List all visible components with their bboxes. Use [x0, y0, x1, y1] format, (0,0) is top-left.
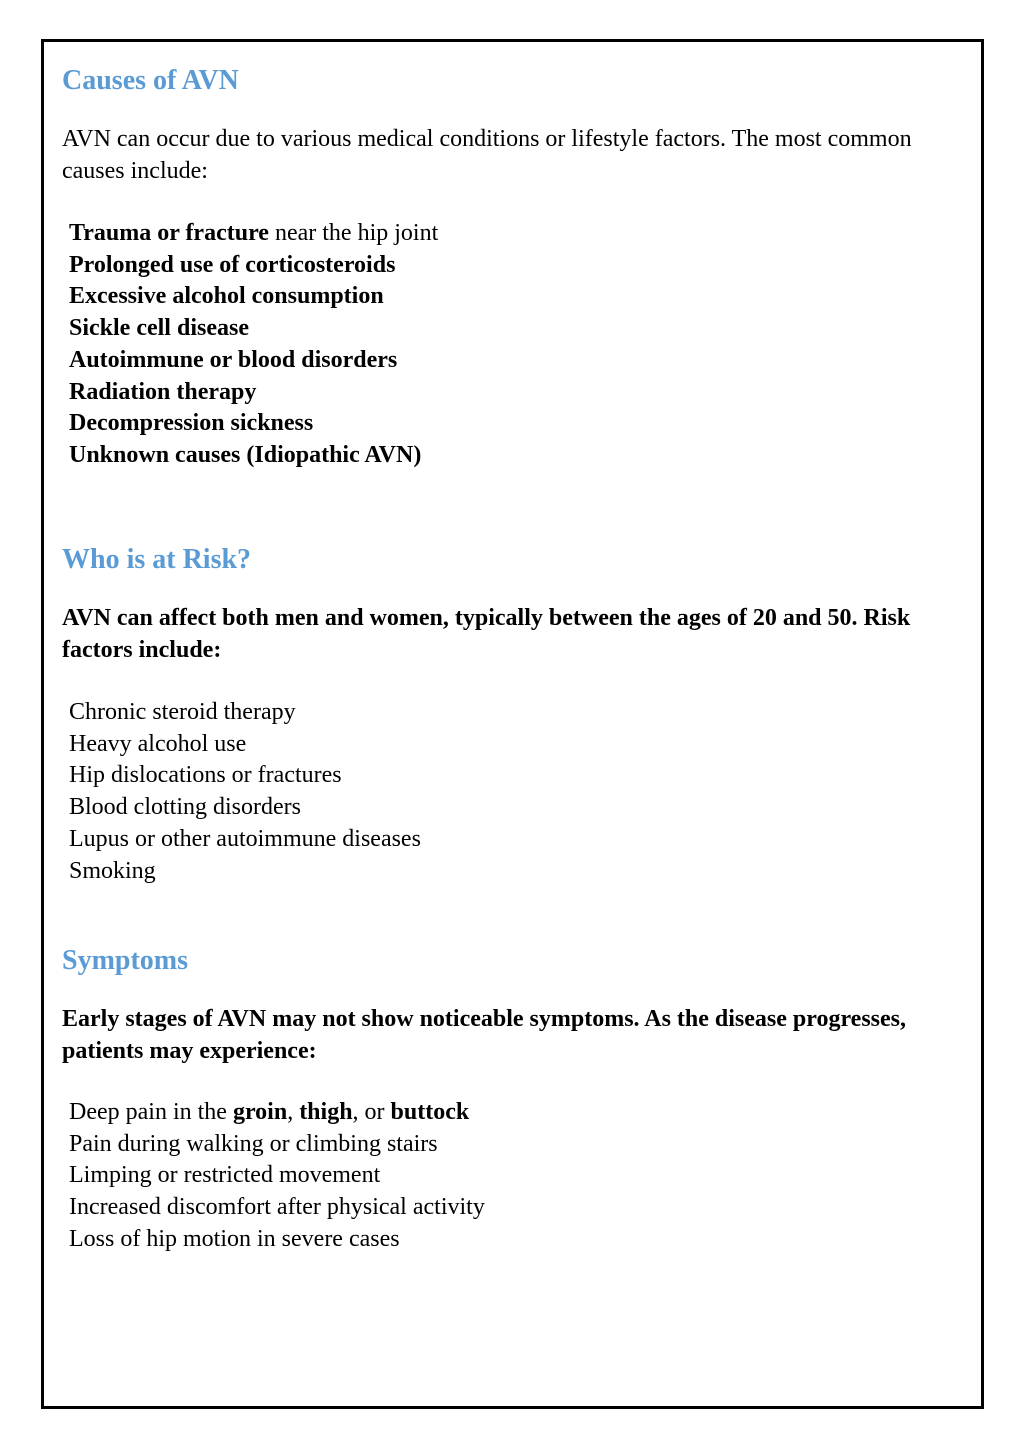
list-item: Increased discomfort after physical activity	[69, 1194, 485, 1221]
causes-intro: AVN can occur due to various medical conditions or lifestyle factors. The most common causes include:	[62, 126, 912, 184]
list-item: Heavy alcohol use	[69, 730, 247, 757]
list-item: Pain during walking or climbing stairs	[69, 1130, 438, 1157]
list-item: Lupus or other autoimmune diseases	[69, 825, 421, 852]
list-item: Sickle cell disease	[69, 315, 249, 342]
list-item: Unknown causes (Idiopathic AVN)	[69, 441, 422, 468]
list-item: Chronic steroid therapy	[69, 699, 296, 725]
causes-heading: Causes of AVN	[62, 65, 239, 96]
risk-intro: AVN can affect both men and women, typically between the ages of 20 and 50. Risk factors include:	[62, 605, 911, 663]
symptoms-list	[69, 1097, 485, 1256]
list-item: Excessive alcohol consumption	[69, 283, 384, 310]
list-item: Deep pain in the groin, thigh, or buttock	[69, 1099, 470, 1125]
list-item: Blood clotting disorders	[69, 794, 301, 821]
list-item: Limping or restricted movement	[69, 1162, 381, 1189]
list-item: Hip dislocations or fractures	[69, 762, 342, 789]
list-item: Decompression sickness	[69, 410, 314, 437]
list-item: Prolonged use of corticosteroids	[69, 251, 396, 278]
list-item: Loss of hip motion in severe cases	[69, 1225, 400, 1252]
symptoms-intro: Early stages of AVN may not show noticeable symptoms. As the disease progresses, patients may experience:	[62, 1006, 907, 1064]
risk-list	[69, 697, 421, 887]
symptoms-heading: Symptoms	[62, 945, 189, 976]
list-item: Smoking	[69, 857, 156, 884]
causes-list	[69, 218, 438, 472]
list-item: Autoimmune or blood disorders	[69, 346, 398, 373]
list-item: Radiation therapy	[69, 378, 257, 405]
risk-heading: Who is at Risk?	[62, 544, 252, 575]
list-item: Trauma or fracture near the hip joint	[69, 220, 439, 246]
